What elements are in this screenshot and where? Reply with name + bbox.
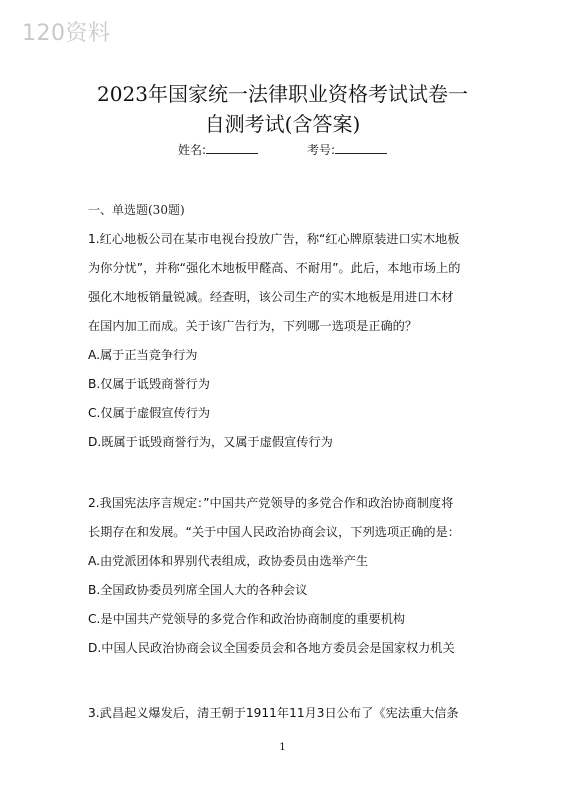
option-b: B.全国政协委员列席全国人大的各种会议 bbox=[88, 583, 308, 597]
option-a: A.属于正当竞争行为 bbox=[88, 348, 198, 362]
question-3 bbox=[88, 699, 488, 728]
name-blank bbox=[206, 143, 258, 154]
page-number: 1 bbox=[279, 742, 286, 753]
exam-number-field bbox=[307, 141, 387, 158]
question-stem-line: 1.红心地板公司在某市电视台投放广告，称“红心牌原装进口实木地板 bbox=[88, 232, 460, 246]
document-title-line-2: 自测考试(含答案) bbox=[204, 112, 361, 136]
question-stem-line: 在国内加工而成。关于该广告行为，下列哪一选项是正确的？ bbox=[88, 319, 418, 333]
exam-number-blank bbox=[335, 143, 387, 154]
question-stem-line: 长期存在和发展。“关于中国人民政治协商会议，下列选项正确的是： bbox=[88, 525, 460, 539]
question-stem-line: 强化木地板销量锐减。经查明，该公司生产的实木地板是用进口木材 bbox=[88, 290, 454, 304]
watermark-logo: 120资料 bbox=[22, 21, 111, 46]
option-b: B.仅属于诋毁商誉行为 bbox=[88, 377, 210, 391]
question-1 bbox=[88, 225, 488, 457]
option-c: C.是中国共产党领导的多党合作和政治协商制度的重要机构 bbox=[88, 612, 406, 626]
question-stem-line: 3.武昌起义爆发后，清王朝于1911年11月3日公布了《宪法重大信条 bbox=[88, 706, 459, 720]
section-heading: 一、单选题(30题) bbox=[88, 203, 185, 217]
option-c: C.仅属于虚假宣传行为 bbox=[88, 406, 211, 420]
question-stem-line: 为你分忧”，并称“强化木地板甲醛高、不耐用”。此后，本地市场上的 bbox=[88, 261, 461, 275]
name-label: 姓名: bbox=[178, 143, 207, 157]
option-a: A.由党派团体和界别代表组成，政协委员由选举产生 bbox=[88, 554, 369, 568]
name-field bbox=[178, 141, 258, 158]
option-d: D.中国人民政治协商会议全国委员会和各地方委员会是国家权力机关 bbox=[88, 641, 455, 655]
question-stem-line: 2.我国宪法序言规定：”中国共产党领导的多党合作和政治协商制度将 bbox=[88, 496, 454, 510]
question-2 bbox=[88, 489, 488, 663]
exam-number-label: 考号: bbox=[307, 143, 336, 157]
document-title-line-1: 2023年国家统一法律职业资格考试试卷一 bbox=[97, 82, 468, 106]
option-d: D.既属于诋毁商誉行为，又属于虚假宣传行为 bbox=[88, 435, 333, 449]
